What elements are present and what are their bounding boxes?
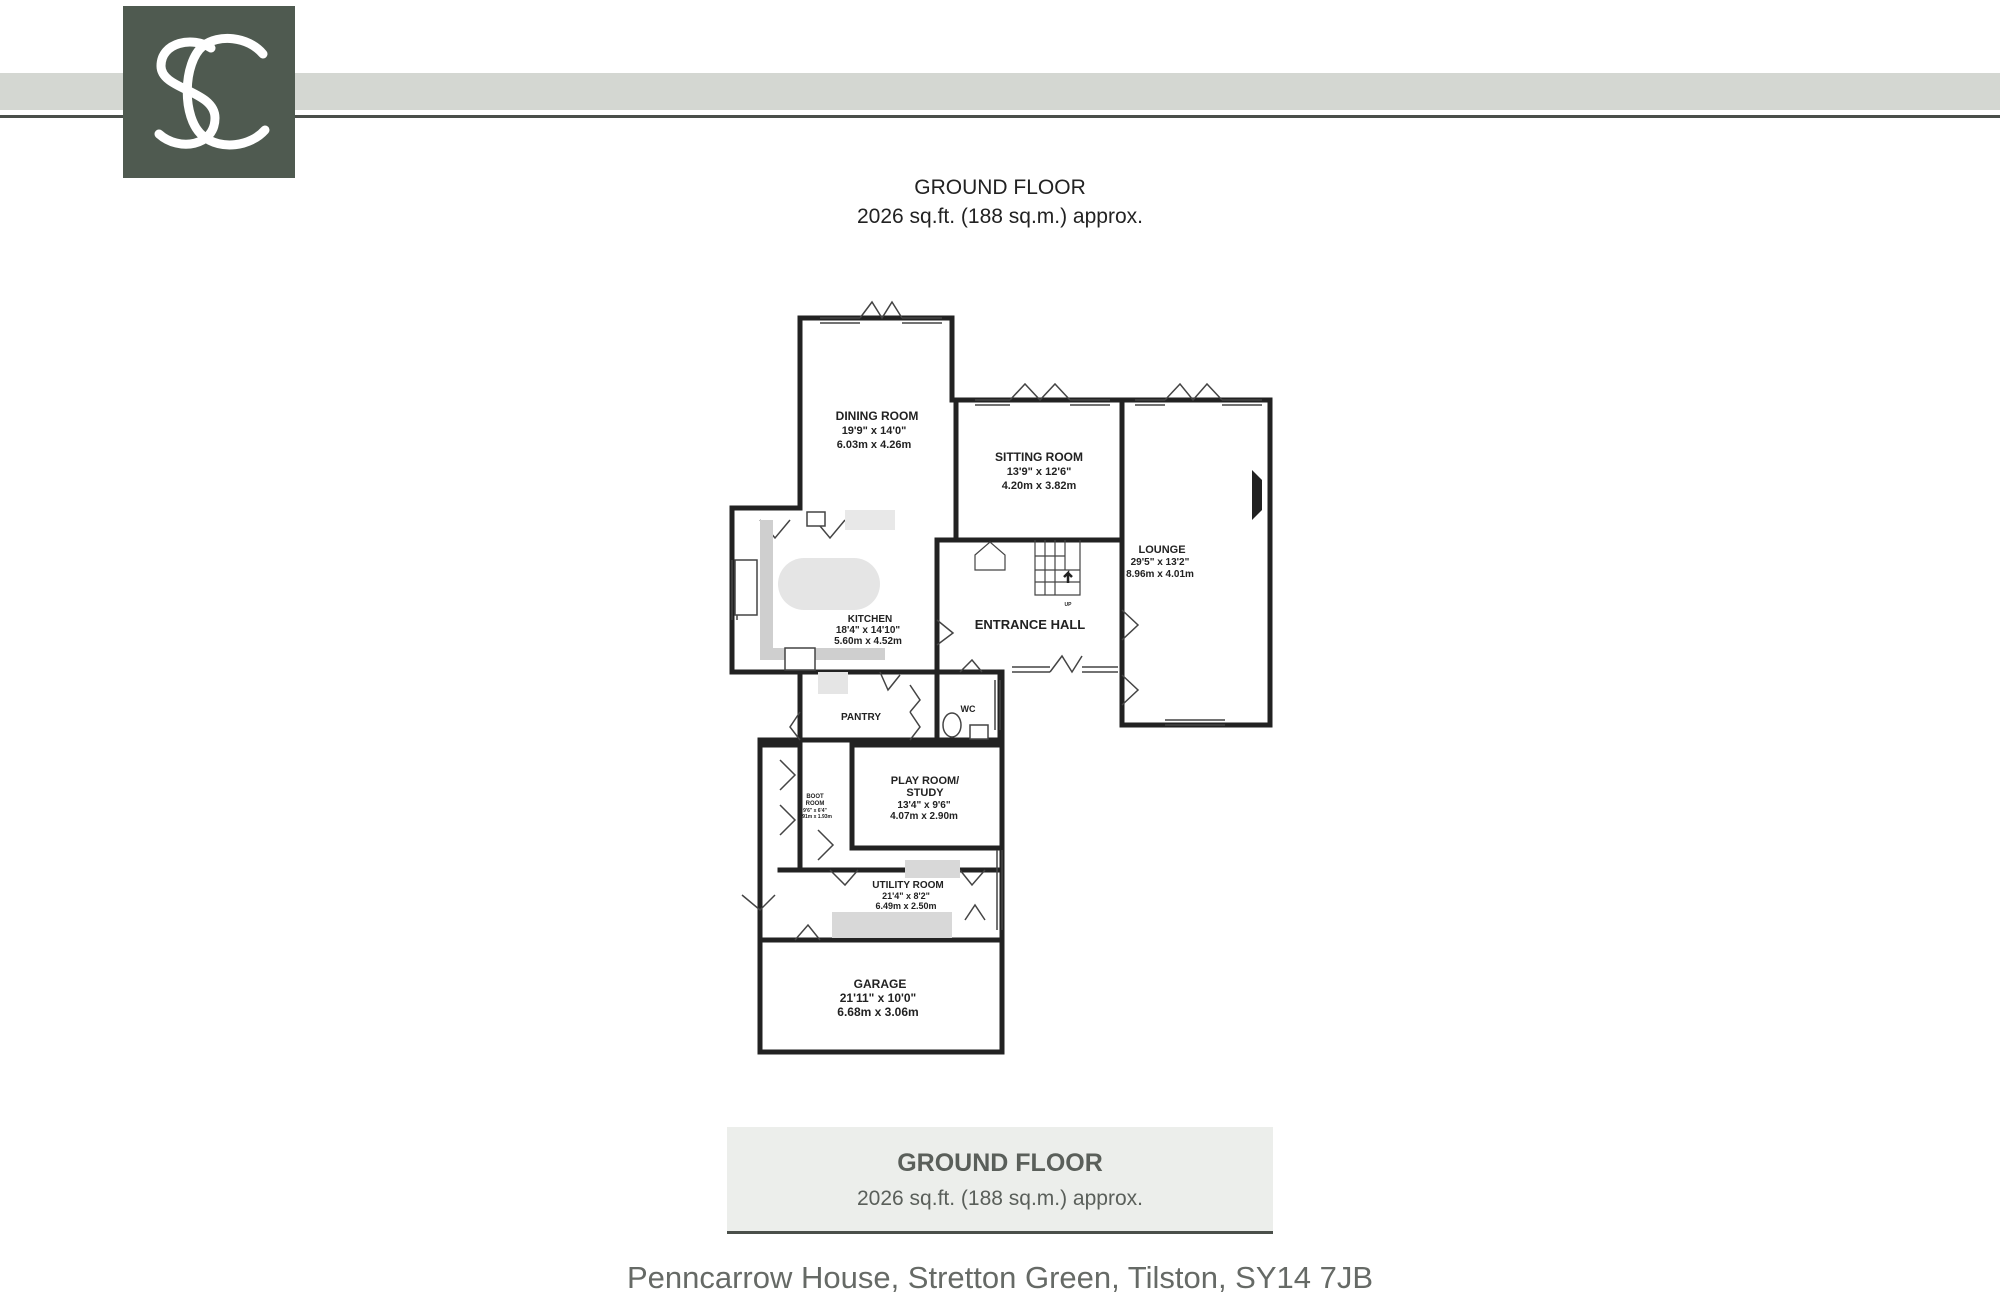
fireplace-icon (1252, 470, 1262, 520)
room-garage (837, 977, 918, 1019)
room-entrance-hall (975, 602, 1086, 632)
room-metric: 6.68m x 3.06m (837, 1005, 919, 1019)
utility-counter (905, 860, 960, 878)
footer-title: GROUND FLOOR (897, 1149, 1103, 1177)
room-lounge (1126, 544, 1194, 580)
door-swing (780, 760, 795, 790)
room-sitting (995, 450, 1083, 492)
wall (800, 318, 952, 400)
footer-panel (727, 1127, 1273, 1234)
room-name: SITTING ROOM (995, 450, 1083, 464)
room-name: BOOT (806, 794, 824, 800)
room-metric: 6.49m x 2.50m (875, 901, 937, 911)
room-dining (836, 409, 919, 451)
room-name: STUDY (906, 787, 944, 799)
door-swing (818, 830, 833, 860)
room-name: WC (960, 704, 976, 714)
room-imperial: 29'5" x 13'2" (1130, 557, 1190, 568)
floor-area: 2026 sq.ft. (188 sq.m.) approx. (857, 205, 1143, 228)
room-imperial: 21'11" x 10'0" (839, 991, 917, 1005)
floor-title: GROUND FLOOR (914, 176, 1086, 199)
sink-icon (735, 560, 757, 615)
room-metric: 5.60m x 4.52m (834, 636, 902, 647)
room-name: ENTRANCE HALL (974, 617, 1086, 632)
property-address: Penncarrow House, Stretton Green, Tilston, SY14 7JB (626, 1260, 1374, 1295)
door-swing (910, 685, 920, 740)
room-name: LOUNGE (1138, 544, 1186, 556)
footer-area: 2026 sq.ft. (188 sq.m.) approx. (857, 1187, 1143, 1210)
window (1012, 667, 1118, 672)
stair-label: UP (1064, 602, 1072, 608)
room-name: KITCHEN (847, 614, 893, 625)
room-imperial: 13'9" x 12'6" (1006, 466, 1072, 478)
utility-counter (832, 912, 952, 938)
room-wc (961, 704, 976, 714)
room-metric: 2.91m x 1.93m (798, 814, 832, 820)
room-name: PANTRY (841, 712, 881, 723)
room-name: UTILITY ROOM (872, 880, 944, 891)
door-swing (780, 805, 795, 835)
pantry-counter (818, 672, 848, 694)
room-boot (798, 794, 832, 820)
wall (760, 745, 800, 870)
kitchen-island (778, 558, 880, 610)
worktop (845, 510, 895, 530)
door-swing (965, 905, 985, 920)
room-kitchen (834, 614, 902, 647)
room-metric: 4.07m x 2.90m (890, 811, 958, 822)
room-metric: 6.03m x 4.26m (836, 439, 912, 451)
appliance-icon (807, 512, 825, 526)
hob-icon (785, 648, 815, 670)
room-play (890, 775, 959, 822)
room-name: GARAGE (853, 977, 907, 991)
door-swing (880, 672, 900, 690)
room-imperial: 21'4" x 8'2" (882, 891, 930, 901)
basin-icon (970, 725, 988, 739)
room-name: PLAY ROOM/ (890, 775, 960, 787)
staircase (975, 540, 1080, 595)
room-imperial: 19'9" x 14'0" (841, 425, 907, 437)
room-name: ROOM (805, 801, 825, 807)
room-metric: 8.96m x 4.01m (1126, 569, 1194, 580)
room-imperial: 13'4" x 9'6" (897, 800, 951, 811)
room-utility (872, 880, 943, 911)
room-imperial: 9'6" x 6'4" (803, 808, 827, 814)
room-name: DINING ROOM (835, 409, 919, 423)
room-imperial: 18'4" x 14'10" (835, 625, 901, 636)
toilet-icon (943, 713, 961, 737)
french-doors (1050, 656, 1082, 672)
room-metric: 4.20m x 3.82m (1001, 480, 1077, 492)
room-pantry (841, 712, 881, 723)
